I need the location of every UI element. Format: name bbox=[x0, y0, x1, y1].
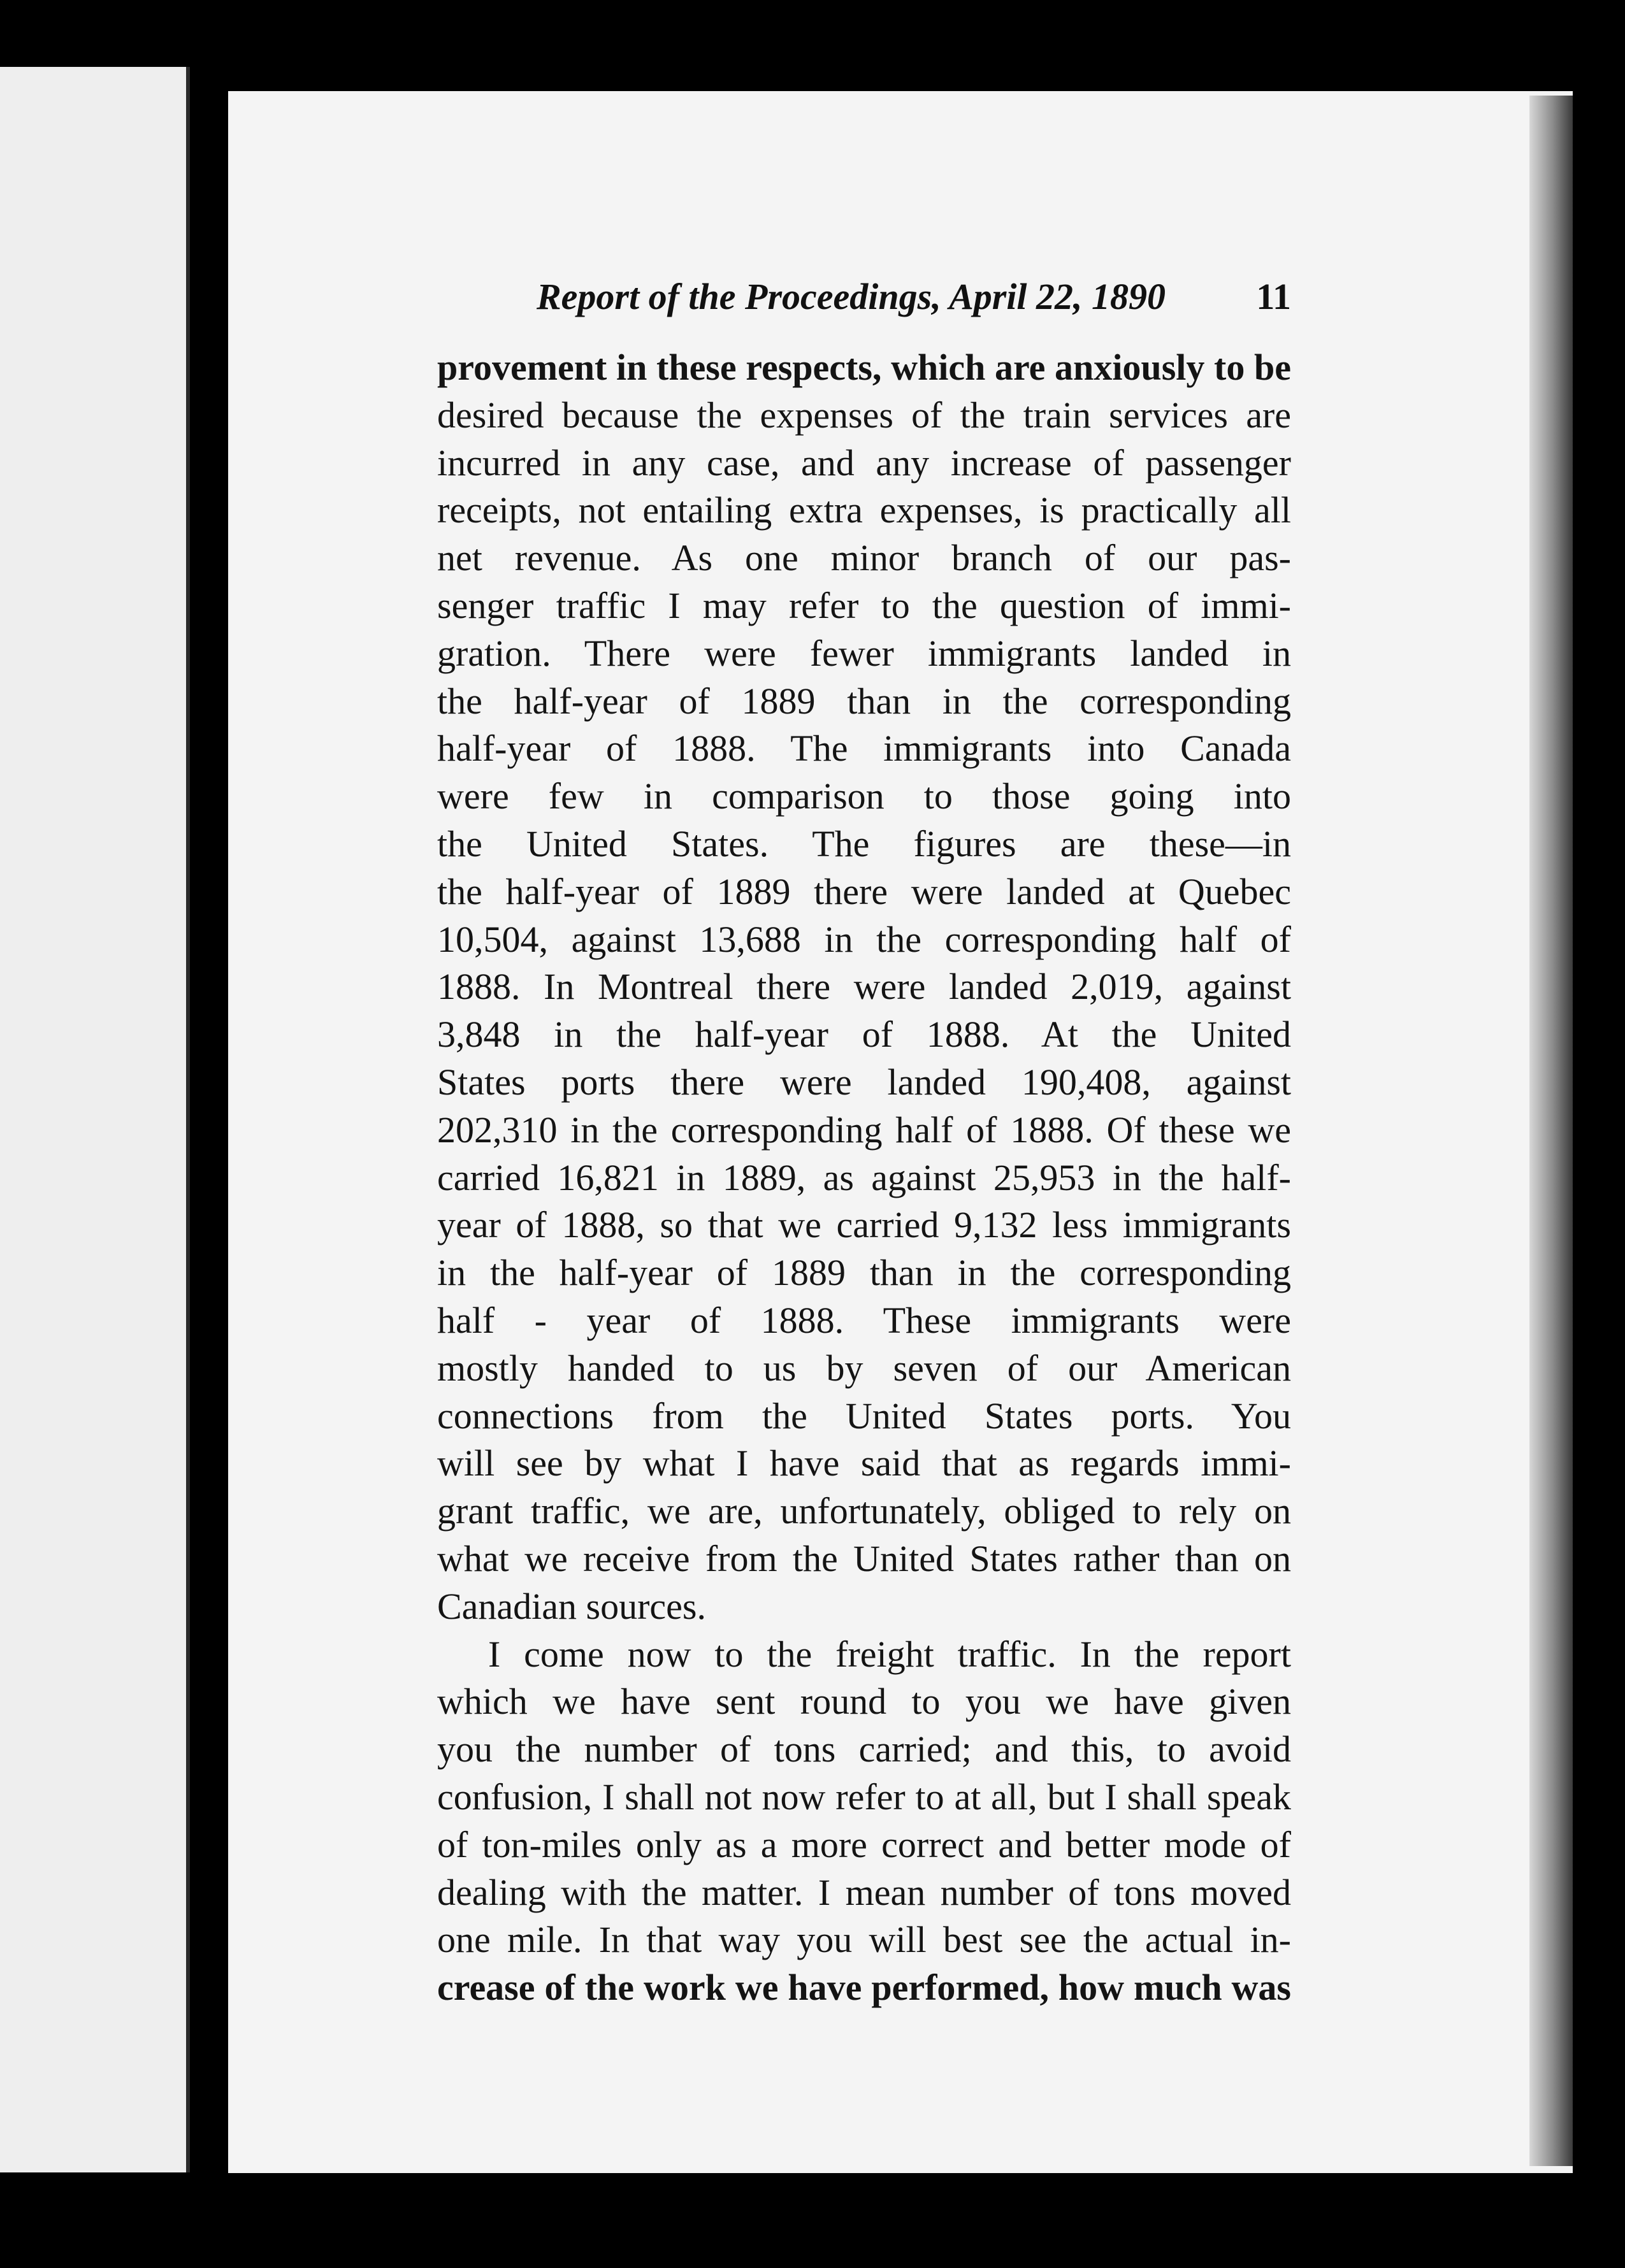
text-line: the half-year of 1889 than in the corresponding bbox=[437, 680, 1291, 722]
text-line: the United States. The figures are these—in bbox=[437, 822, 1291, 865]
text-line: will see by what I have said that as regards immi- bbox=[437, 1442, 1291, 1484]
text-line: confusion, I shall not now refer to at all, but I shall speak bbox=[437, 1776, 1291, 1818]
text-line: 3,848 in the half-year of 1888. At the United bbox=[437, 1014, 1291, 1056]
text-line: what we receive from the United States rather than on bbox=[437, 1537, 1291, 1579]
text-line: half-year of 1888. The immigrants into Canada bbox=[437, 728, 1291, 770]
text-line: year of 1888, so that we carried 9,132 less immigrants bbox=[437, 1204, 1291, 1246]
running-title: Report of the Proceedings, April 22, 1890 bbox=[537, 276, 1166, 317]
text-line: which we have sent round to you we have given bbox=[437, 1681, 1291, 1723]
text-line: senger traffic I may refer to the question of immi- bbox=[437, 584, 1291, 626]
text-line: 202,310 in the corresponding half of 1888. Of these we bbox=[437, 1109, 1291, 1151]
facing-page-edge bbox=[0, 67, 190, 2172]
text-line: I come now to the freight traffic. In the report bbox=[488, 1633, 1291, 1675]
text-line: carried 16,821 in 1889, as against 25,953 in the half- bbox=[437, 1156, 1291, 1198]
text-line: States ports there were landed 190,408, against bbox=[437, 1061, 1291, 1103]
text-line: dealing with the matter. I mean number of tons moved bbox=[437, 1871, 1291, 1913]
text-line: the half-year of 1889 there were landed at Quebec bbox=[437, 870, 1291, 912]
text-line: in the half-year of 1889 than in the corresponding bbox=[437, 1252, 1291, 1294]
text-line: were few in comparison to those going into bbox=[437, 775, 1291, 817]
text-line: crease of the work we have performed, how much was bbox=[437, 1967, 1291, 2009]
text-line: receipts, not entailing extra expenses, is practically all bbox=[437, 489, 1291, 531]
body-text bbox=[437, 344, 1291, 2012]
text-line: mostly handed to us by seven of our American bbox=[437, 1347, 1291, 1389]
text-line: 10,504, against 13,688 in the corresponding half of bbox=[437, 918, 1291, 960]
text-line: net revenue. As one minor branch of our pas- bbox=[437, 537, 1291, 579]
page-header bbox=[537, 275, 1291, 333]
text-line: incurred in any case, and any increase of passenger bbox=[437, 441, 1291, 484]
text-line: desired because the expenses of the train services are bbox=[437, 394, 1291, 436]
text-line: 1888. In Montreal there were landed 2,019, against bbox=[437, 966, 1291, 1008]
text-line: of ton-miles only as a more correct and better mode of bbox=[437, 1823, 1291, 1865]
text-line: grant traffic, we are, unfortunately, obliged to rely on bbox=[437, 1490, 1291, 1532]
text-line: Canadian sources. bbox=[437, 1585, 706, 1627]
page-fore-edge bbox=[1529, 96, 1573, 2166]
text-line: gration. There were fewer immigrants landed in bbox=[437, 632, 1291, 674]
text-line: half - year of 1888. These immigrants were bbox=[437, 1299, 1291, 1341]
text-line: one mile. In that way you will best see the actual in- bbox=[437, 1919, 1291, 1961]
text-line: connections from the United States ports. You bbox=[437, 1395, 1291, 1437]
text-line: provement in these respects, which are anxiously to be bbox=[437, 347, 1291, 388]
page-number: 11 bbox=[1256, 276, 1291, 317]
text-line: you the number of tons carried; and this, to avoid bbox=[437, 1728, 1291, 1770]
